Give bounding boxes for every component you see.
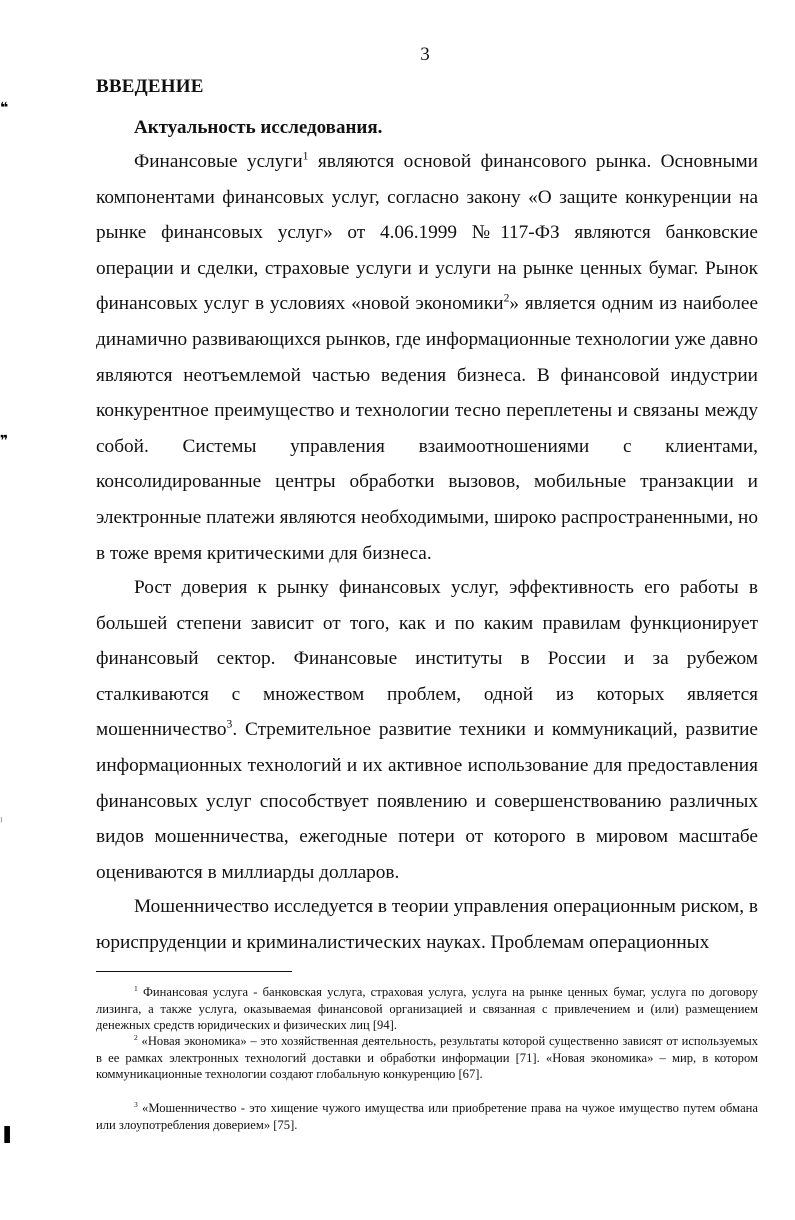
paragraph-3	[96, 889, 758, 960]
footnote-1-number: 1	[134, 983, 138, 993]
paragraph-1	[96, 144, 758, 571]
binding-mark-icon: ❞	[0, 433, 9, 449]
paragraph-2-text-b: . Стремительное развитие техники и коммуникаций, развитие информационных технологий и их активное использование для предоставления финансовых услуг способствует появлению и совершенствованию различных видов мошенничества, ежегодные потери от которого в мировом масштабе оцениваются в миллиарды долларов.	[96, 719, 758, 883]
subsection-heading: Актуальность исследования.	[134, 117, 383, 138]
page-number: 3	[420, 44, 430, 65]
footnote-2-number: 2	[134, 1032, 138, 1042]
paragraph-1-text-b: являются основой финансового рынка. Основными компонентами финансовых услуг, согласно закону «О защите конкуренции на рынке финансовых услуг» от 4.06.1999 №117-ФЗ являются банковские операции и сделки, страховые услуги и услуги на рынке ценных бумаг. Рынок финансовых услуг в условиях «новой экономики	[96, 151, 758, 315]
footnote-2-text: «Новая экономика» – это хозяйственная деятельность, результаты которой существенно зависят от используемых в ее рамках электронных технологий доставки и обработки информации [71]. «Новая экономика» – мир, в котором коммуникационные технологии создают глобальную конкуренцию [67].	[96, 1034, 758, 1081]
footnote-1-text: Финансовая услуга - банковская услуга, страховая услуга, услуга на рынке ценных бумаг, услуга по договору лизинга, а также услуга, оказываемая финансовой организацией и связанная с привлечением и (или) размещением денежных средств юридических и физических лиц [94].	[96, 985, 758, 1032]
paragraph-2-text-a: Рост доверия к рынку финансовых услуг, эффективность его работы в большей степени зависит от того, как и по каким правилам функционирует финансовый сектор. Финансовые институты в России и за рубежом сталкиваются с множеством проблем, одной из которых является мошенничество	[96, 577, 758, 741]
footnote-2	[96, 1033, 758, 1083]
footnote-3-text: «Мошенничество - это хищение чужого имущества или приобретение права на чужое имущество путем обмана или злоупотребления доверием» [75].	[96, 1101, 758, 1132]
binding-mark-icon: ❚	[0, 1124, 15, 1144]
binding-mark-icon: ⁾	[0, 815, 3, 828]
footnote-1	[96, 984, 758, 1034]
footnote-ref-1: 1	[302, 149, 309, 163]
footnote-3-number: 3	[134, 1099, 138, 1109]
binding-mark-icon: ❝	[0, 100, 9, 116]
paragraph-2	[96, 570, 758, 890]
paragraph-1-text-c: » является одним из наиболее динамично развивающихся рынков, где информационные технологии уже давно являются неотъемлемой частью ведения бизнеса. В финансовой индустрии конкурентное преимущество и технологии тесно переплетены и связаны между собой. Системы управления взаимоотношениями с клиентами, консолидированные центры обработки вызовов, мобильные транзакции и электронные платежи являются необходимыми, широко распространенными, но в тоже время критическими для бизнеса.	[96, 293, 759, 564]
paragraph-1-text-a: Финансовые услуги	[134, 151, 303, 172]
footnote-ref-2: 2	[503, 291, 510, 305]
footnote-3	[96, 1100, 758, 1133]
footnote-divider	[96, 971, 292, 972]
footnote-ref-3: 3	[226, 717, 233, 731]
section-heading: ВВЕДЕНИЕ	[96, 76, 204, 97]
paragraph-3-text-a: Мошенничество исследуется в теории управления операционным риском, в юриспруденции и криминалистических науках. Проблемам операционных	[96, 896, 758, 953]
